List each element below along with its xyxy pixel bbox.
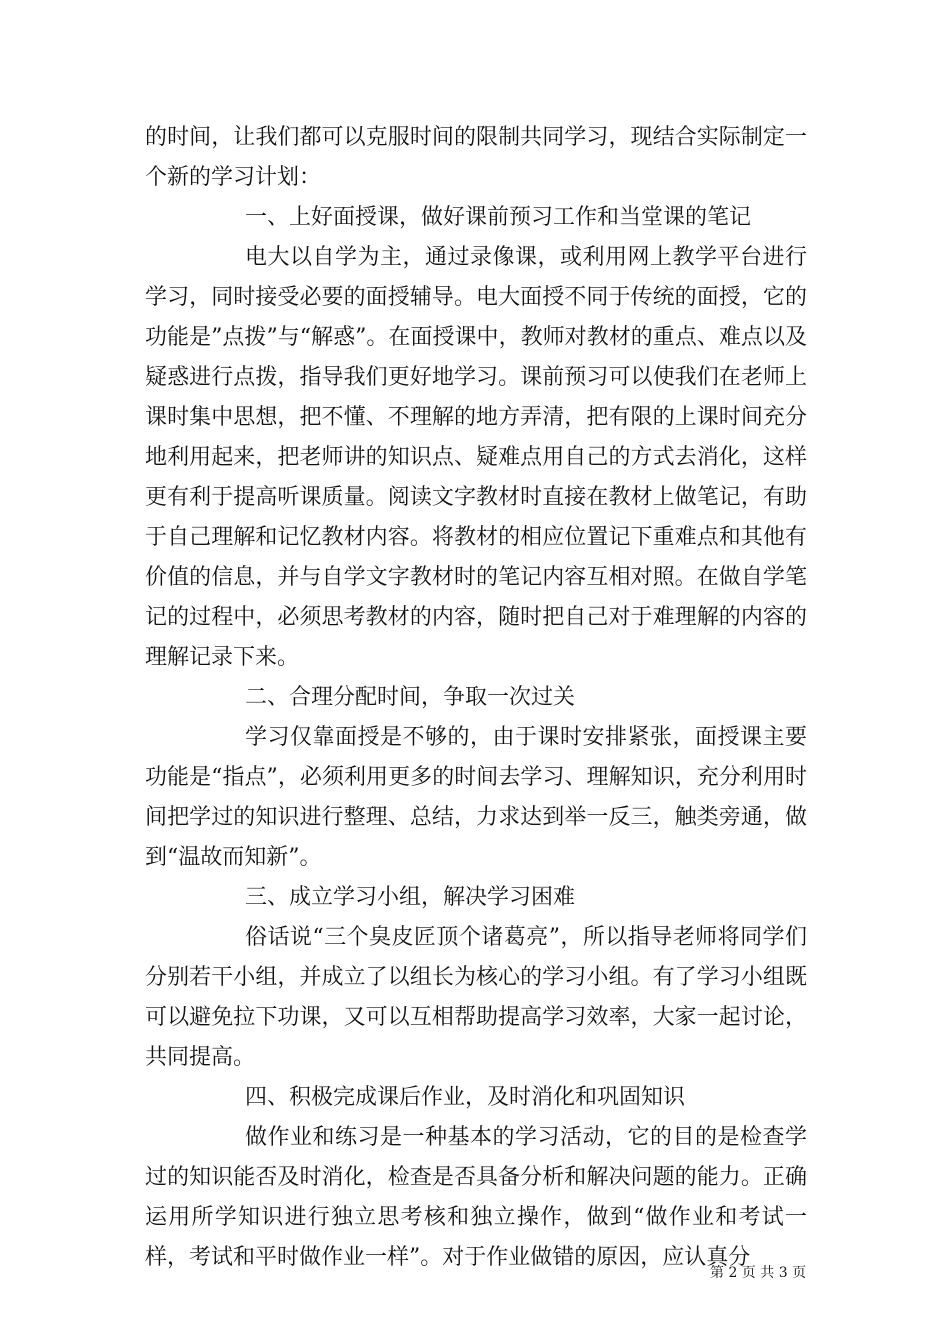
paragraph: 学习仅靠面授是不够的，由于课时安排紧张，面授课主要功能是“指点”，必须利用更多的时间去学习、理解知识，充分利用时间把学过的知识进行整理、总结，力求达到举一反三，触类旁通，做到“温故而知新”。 [145, 725, 807, 870]
section-heading-2: 二、合理分配时间，争取一次过关 [245, 685, 576, 710]
paragraph-continuation: 的时间，让我们都可以克服时间的限制共同学习，现结合实际制定一个新的学习计划： [145, 125, 807, 190]
paragraph: 俗话说“三个臭皮匠顶个诸葛亮”，所以指导老师将同学们分别若干小组，并成立了以组长为核心的学习小组。有了学习小组既可以避免拉下功课，又可以互相帮助提高学习效率，大家一起讨论，共同提高。 [145, 925, 807, 1070]
section-heading-3: 三、成立学习小组，解决学习困难 [245, 885, 576, 910]
body-text [145, 118, 807, 1278]
paragraph: 电大以自学为主，通过录像课，或利用网上教学平台进行学习，同时接受必要的面授辅导。电大面授不同于传统的面授，它的功能是”点拨”与“解惑”。在面授课中，教师对教材的重点、难点以及疑惑进行点拨，指导我们更好地学习。课前预习可以使我们在老师上课时集中思想，把不懂、不理解的地方弄清，把有限的上课时间充分地利用起来，把老师讲的知识点、疑难点用自己的方式去消化，这样更有利于提高听课质量。阅读文字教材时直接在教材上做笔记，有助于自己理解和记忆教材内容。将教材的相应位置记下重难点和其他有价值的信息，并与自学文字教材时的笔记内容互相对照。在做自学笔记的过程中，必须思考教材的内容，随时把自己对于难理解的内容的理解记录下来。 [145, 245, 807, 670]
section-heading-4: 四、积极完成课后作业，及时消化和巩固知识 [245, 1085, 686, 1110]
section-heading-1: 一、上好面授课，做好课前预习工作和当堂课的笔记 [245, 205, 752, 230]
paragraph: 做作业和练习是一种基本的学习活动，它的目的是检查学过的知识能否及时消化，检查是否具备分析和解决问题的能力。正确运用所学知识进行独立思考核和独立操作，做到“做作业和考试一样，考试和平时做作业一样”。对于作业做错的原因，应认真分 [145, 1125, 807, 1270]
page-number-footer: 第 2 页 共 3 页 [710, 1265, 807, 1281]
